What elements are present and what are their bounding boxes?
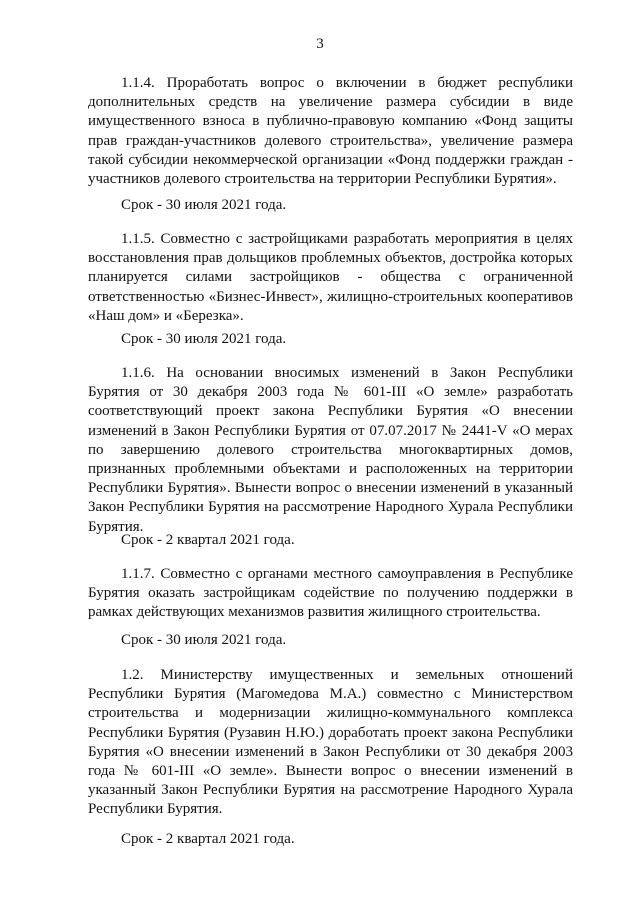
deadline-1-2: Срок - 2 квартал 2021 года. bbox=[121, 831, 295, 847]
page-number: 3 bbox=[316, 36, 324, 52]
deadline-1-1-6: Срок - 2 квартал 2021 года. bbox=[121, 532, 295, 548]
deadline-1-1-4: Срок - 30 июля 2021 года. bbox=[121, 197, 287, 213]
deadline-1-1-5: Срок - 30 июля 2021 года. bbox=[121, 331, 287, 347]
paragraph-1-1-7: 1.1.7. Совместно с органами местного самоуправления в Республике Бурятия оказать застройщикам содействие по получению поддержки в рамках действующих механизмов развития жилищного строительства. bbox=[88, 566, 573, 621]
paragraph-1-2: 1.2. Министерству имущественных и земельных отношений Республики Бурятия (Магомедова М.А.) совместно с Министерством строительства и модернизации жилищно-коммунального комплекса Республики Бурятия (Рузавин Н.Ю.) доработать проект закона Республики Бурятия «О внесении изменений в Закон Республики от 30 декабря 2003 года № 601-III «О земле». Вынести вопрос о внесении изменений в указанный Закон Республики Бурятия на рассмотрение Народного Хурала Республики Бурятия. bbox=[88, 667, 573, 818]
paragraph-1-1-6: 1.1.6. На основании вносимых изменений в Закон Республики Бурятия от 30 декабря 2003 года № 601-III «О земле» разработать соответствующий проект закона Республики Бурятия «О внесении изменений в Закон Республики Бурятия от 07.07.2017 № 2441-V «О мерах по завершению долевого строительства многоквартирных домов, признанных проблемными объектами и расположенных на территории Республики Бурятия». Вынести вопрос о внесении изменений в указанный Закон Республики Бурятия на рассмотрение Народного Хурала Республики Бурятия. bbox=[88, 365, 573, 535]
deadline-1-1-7: Срок - 30 июля 2021 года. bbox=[121, 632, 287, 648]
paragraph-1-1-4: 1.1.4. Проработать вопрос о включении в бюджет республики дополнительных средств на увеличение размера субсидии в виде имущественного взноса в публично-правовую компанию «Фонд защиты прав граждан-участников долевого строительства», увеличение размера такой субсидии некоммерческой организации «Фонд поддержки граждан - участников долевого строительства на территории Республики Бурятия». bbox=[88, 75, 573, 188]
paragraph-1-1-5: 1.1.5. Совместно с застройщиками разработать мероприятия в целях восстановления прав дольщиков проблемных объектов, достройка которых планируется силами застройщиков - общества с ограниченной ответственностью «Бизнес-Инвест», жилищно-строительных кооперативов «Наш дом» и «Березка». bbox=[88, 231, 573, 324]
